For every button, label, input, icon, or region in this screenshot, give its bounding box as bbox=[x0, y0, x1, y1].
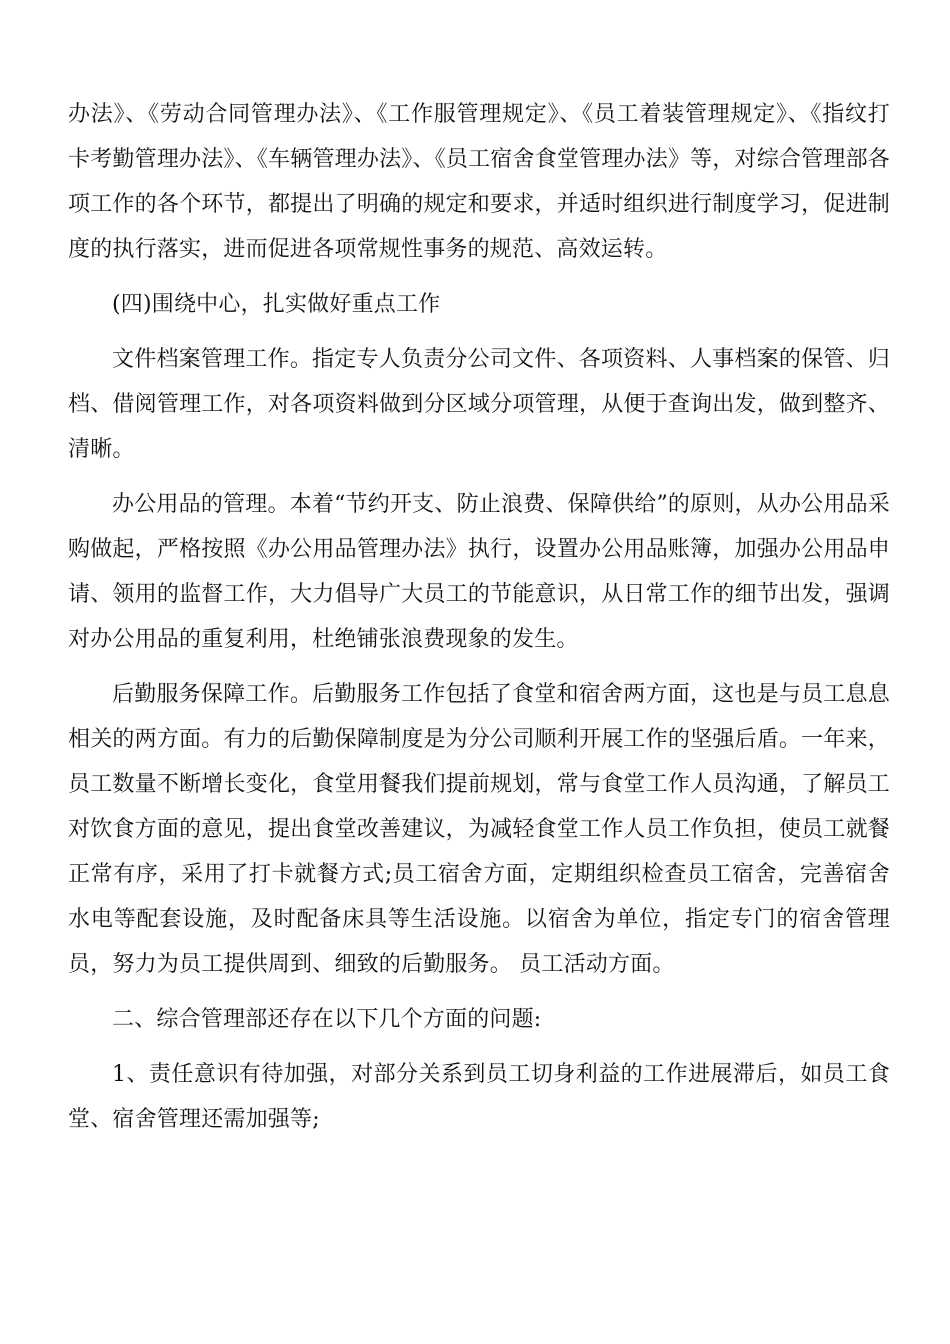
paragraph-office-supplies: 办公用品的管理。本着“节约开支、防止浪费、保障供给”的原则，从办公用品采购做起，严格按照《办公用品管理办法》执行，设置办公用品账簿，加强办公用品申请、领用的监督工作，大力倡导广大员工的节能意识，从日常工作的细节出发，强调对办公用品的重复利用，杜绝铺张浪费现象的发生。 bbox=[68, 492, 890, 652]
paragraph-regulations-continued: 办法》、《劳动合同管理办法》、《工作服管理规定》、《员工着装管理规定》、《指纹打卡考勤管理办法》、《车辆管理办法》、《员工宿舍食堂管理办法》等，对综合管理部各项工作的各个环节，都提出了明确的规定和要求，并适时组织进行制度学习，促进制度的执行落实，进而促进各项常规性事务的规范、高效运转。 bbox=[68, 102, 890, 262]
paragraph-problem-1: 1、责任意识有待加强，对部分关系到员工切身利益的工作进展滞后，如员工食堂、宿舍管理还需加强等; bbox=[68, 1062, 890, 1132]
paragraph-document-archive: 文件档案管理工作。指定专人负责分公司文件、各项资料、人事档案的保管、归档、借阅管理工作，对各项资料做到分区域分项管理，从便于查询出发，做到整齐、清晰。 bbox=[68, 347, 890, 462]
paragraph-logistics-service: 后勤服务保障工作。后勤服务工作包括了食堂和宿舍两方面，这也是与员工息息相关的两方面。有力的后勤保障制度是为分公司顺利开展工作的坚强后盾。一年来，员工数量不断增长变化，食堂用餐我们提前规划，常与食堂工作人员沟通，了解员工对饮食方面的意见，提出食堂改善建议，为减轻食堂工作人员工作负担，使员工就餐正常有序，采用了打卡就餐方式;员工宿舍方面，定期组织检查员工宿舍，完善宿舍水电等配套设施，及时配备床具等生活设施。以宿舍为单位，指定专门的宿舍管理员，努力为员工提供周到、细致的后勤服务。 员工活动方面。 bbox=[68, 682, 890, 977]
section-heading-problems: 二、综合管理部还存在以下几个方面的问题: bbox=[112, 1007, 542, 1032]
document-page bbox=[68, 92, 890, 1142]
section-heading-key-work: (四)围绕中心，扎实做好重点工作 bbox=[112, 292, 441, 317]
